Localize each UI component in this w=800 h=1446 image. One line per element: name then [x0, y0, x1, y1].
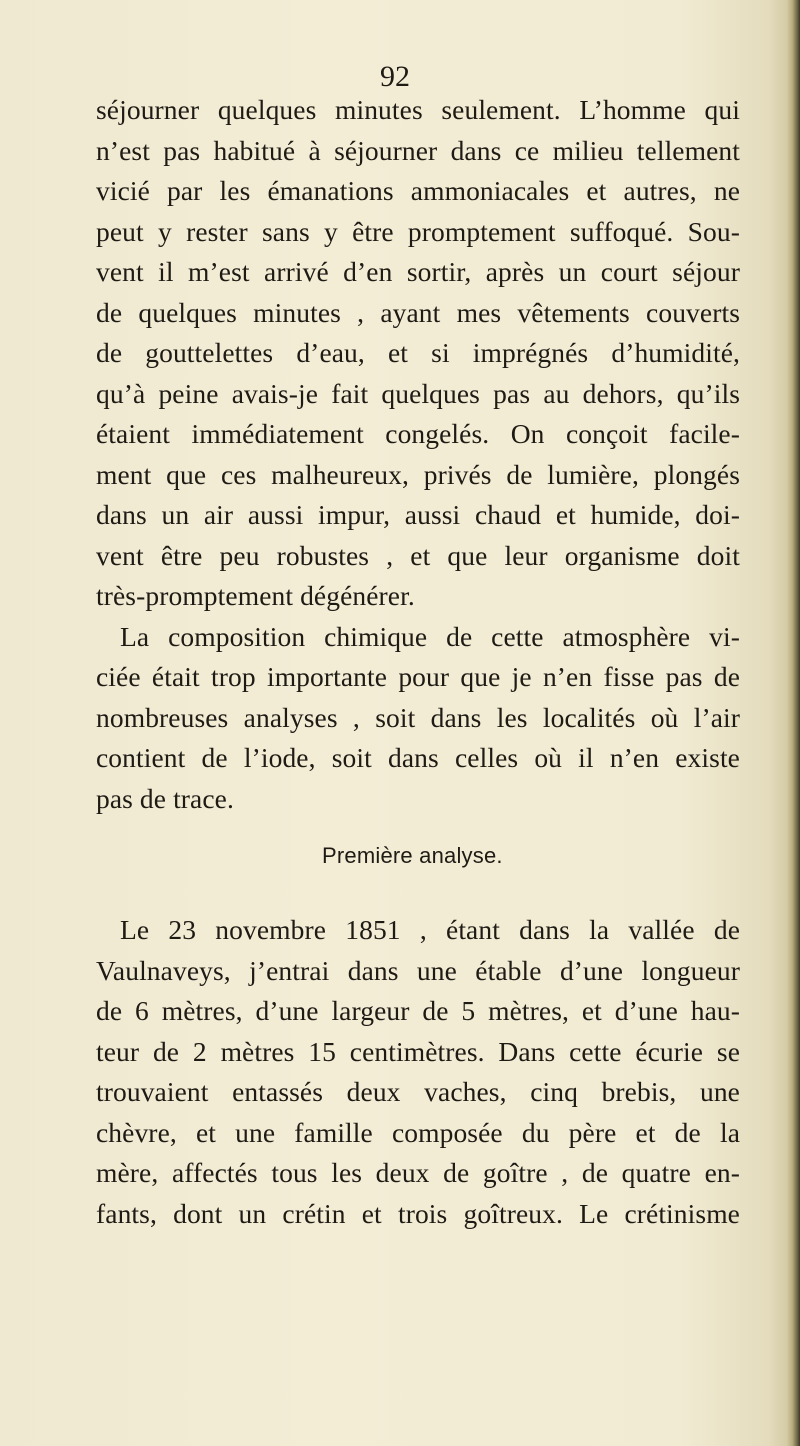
text-line: Vaulnaveys, j’entrai dans une étable d’une longueur	[96, 954, 740, 986]
text-line: teur de 2 mètres 15 centimètres. Dans cette écurie se	[96, 1035, 740, 1067]
text-line: nombreuses analyses , soit dans les localités où l’air	[96, 701, 740, 733]
text-line: de 6 mètres, d’une largeur de 5 mètres, et d’une hau-	[96, 995, 740, 1026]
text-line: vicié par les émanations ammoniacales et autres, ne	[96, 175, 740, 206]
text-line: de gouttelettes d’eau, et si imprégnés d’humidité,	[96, 337, 740, 368]
text-line: de quelques minutes , ayant mes vêtements couverts	[96, 296, 740, 328]
text-line: n’est pas habitué à séjourner dans ce milieu tellement	[96, 134, 740, 166]
page-number: 92	[380, 60, 410, 93]
section-heading: Première analyse.	[322, 843, 503, 868]
text-line: chèvre, et une famille composée du père et de la	[96, 1116, 740, 1148]
text-line: mère, affectés tous les deux de goître , de quatre en-	[96, 1157, 740, 1188]
text-line: qu’à peine avais-je fait quelques pas au dehors, qu’ils	[96, 377, 740, 409]
text-line: vent être peu robustes , et que leur organisme doit	[96, 539, 740, 571]
main-text-block	[96, 90, 740, 819]
text-line: ment que ces malheureux, privés de lumière, plongés	[96, 458, 740, 490]
text-line: pas de trace.	[96, 782, 234, 814]
text-line: ciée était trop importante pour que je n’en fisse pas de	[96, 661, 740, 692]
text-line: très-promptement dégénérer.	[96, 580, 415, 611]
text-line: Le 23 novembre 1851 , étant dans la vallée de	[120, 914, 740, 945]
page-binding-edge	[786, 0, 800, 1446]
text-line: séjourner quelques minutes seulement. L’homme qui	[96, 94, 740, 125]
text-line: fants, dont un crétin et trois goîtreux. Le crétinisme	[96, 1197, 740, 1229]
text-line: La composition chimique de cette atmosphère vi-	[120, 620, 740, 652]
text-line: dans un air aussi impur, aussi chaud et humide, doi-	[96, 499, 740, 530]
text-line: contient de l’iode, soit dans celles où il n’en existe	[96, 742, 740, 773]
main-text-block-2	[96, 910, 740, 1234]
text-line: vent il m’est arrivé d’en sortir, après un court séjour	[96, 256, 740, 287]
text-line: trouvaient entassés deux vaches, cinq brebis, une	[96, 1076, 740, 1107]
text-line: étaient immédiatement congelés. On conçoit facile-	[96, 418, 740, 449]
text-line: peut y rester sans y être promptement suffoqué. Sou-	[96, 215, 740, 247]
